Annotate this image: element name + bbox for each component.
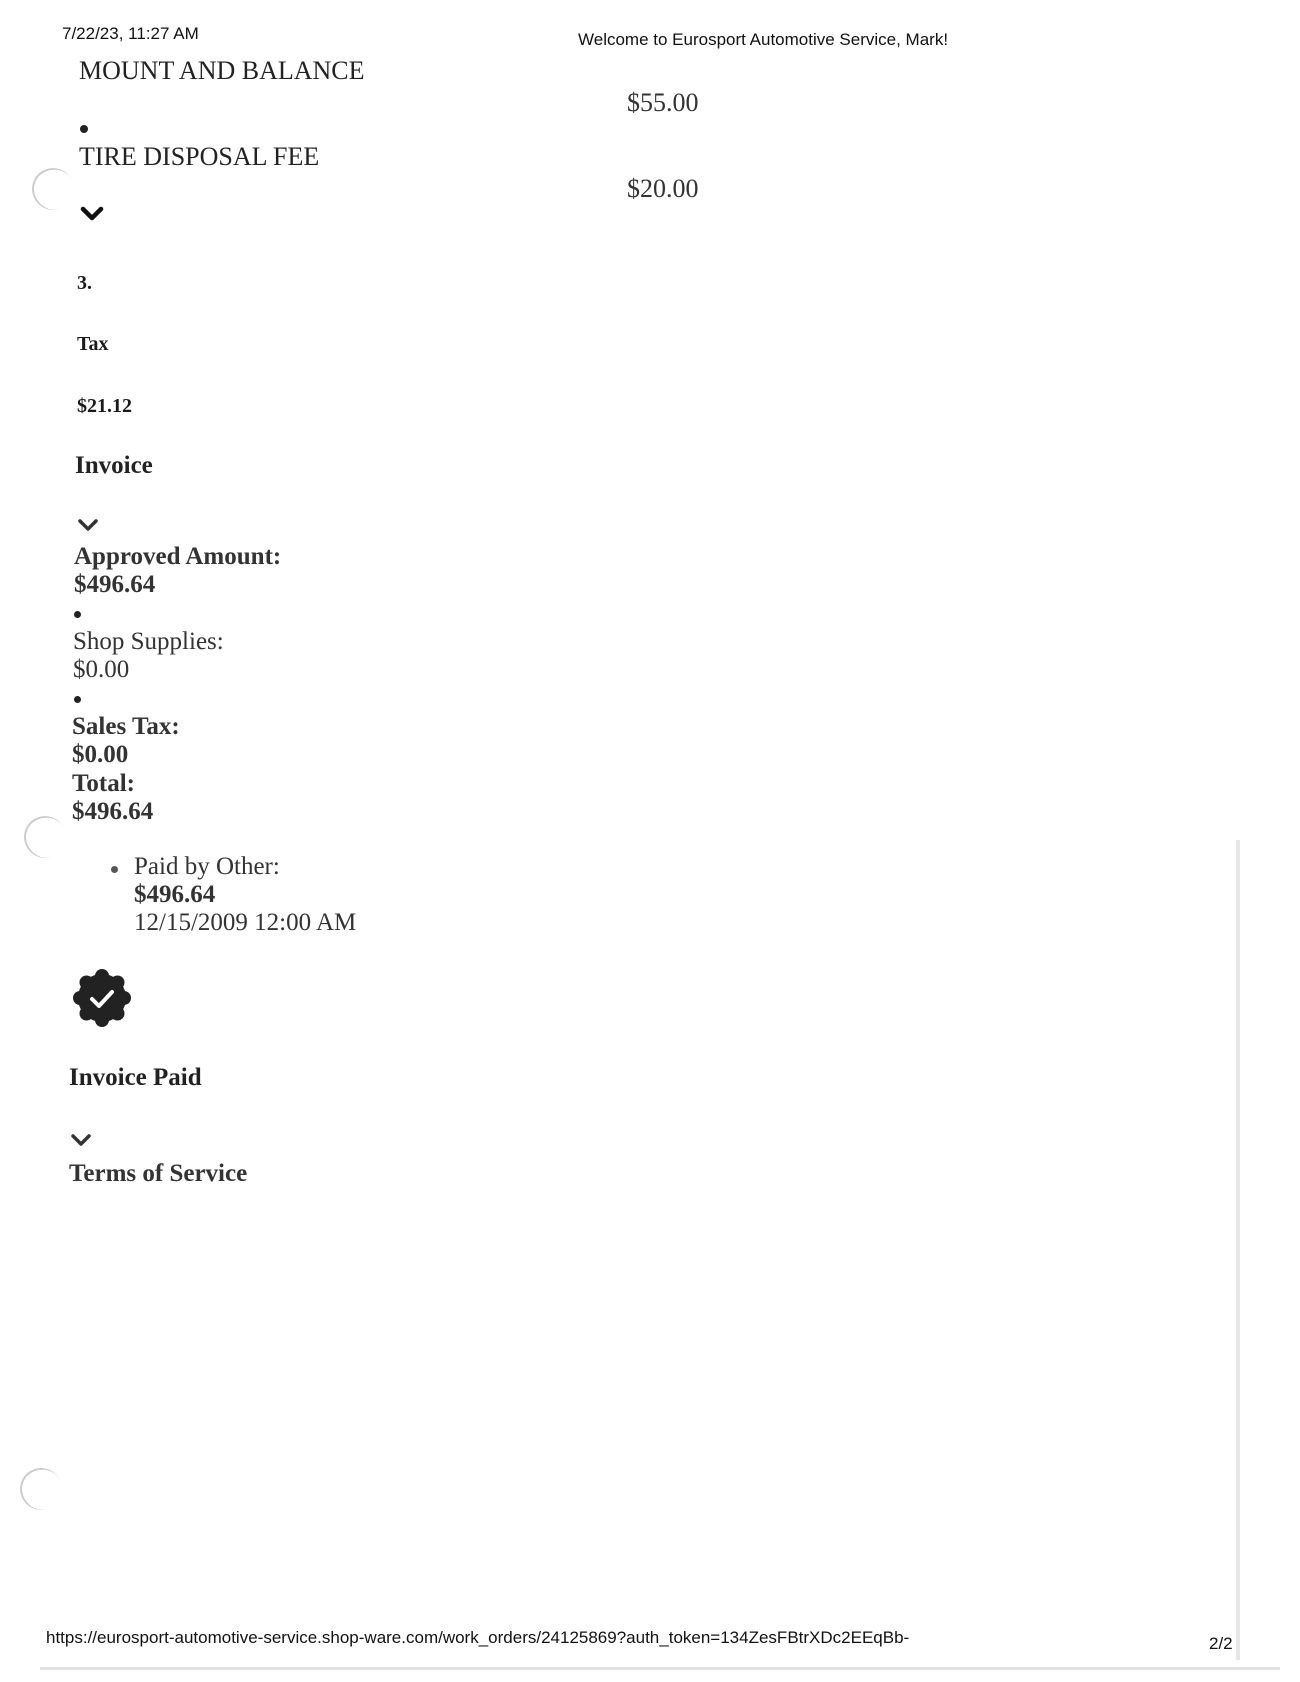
bullet-icon bbox=[80, 125, 88, 133]
payment-date: 12/15/2009 12:00 AM bbox=[134, 909, 357, 936]
section-number: 3. bbox=[77, 272, 92, 294]
payment-label: Paid by Other: bbox=[134, 853, 280, 880]
invoice-heading: Invoice bbox=[75, 452, 153, 479]
chevron-down-icon[interactable] bbox=[80, 206, 104, 222]
bullet-icon bbox=[111, 866, 118, 873]
line-item-mount-balance-price: $55.00 bbox=[627, 88, 699, 117]
chevron-down-icon[interactable] bbox=[77, 518, 99, 532]
print-timestamp: 7/22/23, 11:27 AM bbox=[62, 24, 199, 43]
tax-label: Tax bbox=[77, 333, 109, 355]
total-label: Total: bbox=[72, 770, 135, 797]
page-edge bbox=[40, 1667, 1280, 1670]
shop-supplies-label: Shop Supplies: bbox=[73, 628, 224, 655]
punch-hole bbox=[18, 810, 72, 864]
approved-amount-label: Approved Amount: bbox=[74, 543, 282, 570]
payment-amount: $496.64 bbox=[134, 881, 216, 908]
shop-supplies-value: $0.00 bbox=[73, 656, 130, 683]
line-item-tire-disposal-price: $20.00 bbox=[627, 174, 699, 203]
bullet-icon bbox=[74, 696, 81, 703]
sales-tax-label: Sales Tax: bbox=[72, 713, 180, 740]
bullet-icon bbox=[74, 611, 81, 618]
invoice-paid-label: Invoice Paid bbox=[69, 1064, 202, 1091]
punch-hole bbox=[26, 162, 80, 216]
total-value: $496.64 bbox=[72, 798, 154, 825]
page-number: 2/2 bbox=[1209, 1634, 1233, 1653]
terms-of-service-link[interactable]: Terms of Service bbox=[69, 1160, 248, 1187]
line-item-tire-disposal: TIRE DISPOSAL FEE bbox=[79, 142, 320, 171]
verified-badge-icon bbox=[72, 968, 132, 1033]
sales-tax-value: $0.00 bbox=[72, 741, 129, 768]
punch-hole bbox=[14, 1462, 68, 1516]
approved-amount-value: $496.64 bbox=[74, 571, 156, 598]
chevron-down-icon[interactable] bbox=[70, 1133, 92, 1147]
line-item-mount-balance: MOUNT AND BALANCE bbox=[79, 56, 365, 85]
tax-amount: $21.12 bbox=[77, 395, 132, 417]
page-edge bbox=[1236, 840, 1240, 1660]
page-title: Welcome to Eurosport Automotive Service, Mark! bbox=[578, 30, 949, 49]
footer-url: https://eurosport-automotive-service.shop-ware.com/work_orders/24125869?auth_token=134ZesFBtrXDc2EEqBb- bbox=[46, 1628, 910, 1647]
